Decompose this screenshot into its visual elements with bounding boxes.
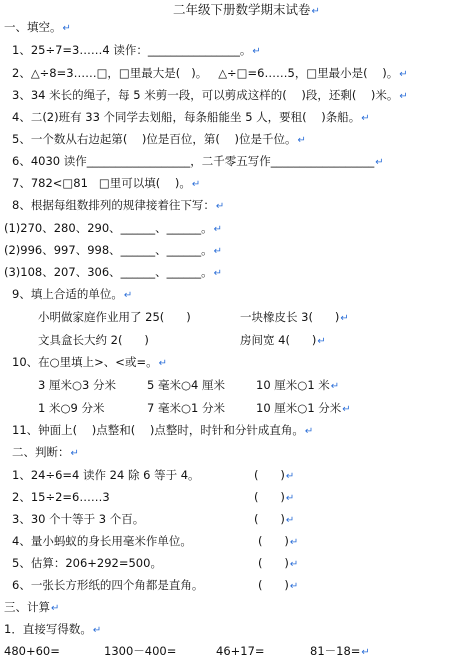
paragraph-mark-icon: ↵ [213,224,223,235]
paragraph-mark-icon: ↵ [289,537,299,548]
question-6: 6、4030 读作__________________，二千零五写作__________________↵ [12,154,384,168]
question-2: 2、△÷8=3……□，□里最大是( )。 △÷□=6……5，□里最小是( )。↵ [12,66,408,80]
judge-6: 6、一张长方形纸的四个角都是直角。 [12,578,204,592]
question-7: 7、782<□81 □里可以填( )。↵ [12,176,201,190]
question-10-a: 3 厘米○3 分米 [38,378,116,392]
question-5: 5、一个数从右边起第( )位是百位，第( )位是千位。↵ [12,132,306,146]
paragraph-mark-icon: ↵ [252,46,261,57]
paragraph-mark-icon: ↵ [297,135,306,146]
question-9-c: 文具盒长大约 2( ) [38,333,149,347]
section-3-heading: 三、计算↵ [4,600,60,614]
question-8: 8、根据每组数排列的规律接着往下写：↵ [12,198,225,212]
paragraph-mark-icon: ↵ [191,179,201,190]
calc-item: 81－18=↵ [310,644,370,658]
page-title: 二年级下册数学期末试卷↵ [173,2,320,17]
paragraph-mark-icon: ↵ [285,515,295,526]
paragraph-mark-icon: ↵ [340,313,349,324]
paragraph-mark-icon: ↵ [215,201,225,212]
paragraph-mark-icon: ↵ [361,113,370,124]
judge-5-answer: ( )↵ [258,556,299,570]
judge-3-answer: ( )↵ [254,512,295,526]
section-3-subheading: 1．直接写得数。↵ [4,622,102,636]
paragraph-mark-icon: ↵ [399,91,408,102]
judge-4: 4、量小蚂蚁的身长用毫米作单位。 [12,534,192,548]
question-10-d: 1 米○9 分米 [38,401,105,415]
paragraph-mark-icon: ↵ [213,268,223,279]
question-9-a: 小明做家庭作业用了 25( ) [38,310,191,324]
paragraph-mark-icon: ↵ [361,647,370,658]
paragraph-mark-icon: ↵ [62,23,71,34]
judge-6-answer: ( )↵ [258,578,299,592]
judge-2: 2、15÷2=6……3 [12,490,110,504]
question-9: 9、填上合适的单位。↵ [12,287,133,301]
paragraph-mark-icon: ↵ [158,358,167,369]
judge-2-answer: ( )↵ [254,490,295,504]
paragraph-mark-icon: ↵ [289,559,299,570]
calc-item: 480+60= [4,644,60,658]
paragraph-mark-icon: ↵ [92,625,102,636]
question-8-2: (2)996、997、998、______、______。↵ [4,243,223,257]
judge-4-answer: ( )↵ [258,534,299,548]
paragraph-mark-icon: ↵ [213,246,223,257]
judge-1: 1、24÷6=4 读作 24 除 6 等于 4。 [12,468,200,482]
section-2-heading: 二、判断：↵ [12,445,79,459]
section-1-heading: 一、填空。↵ [4,20,71,34]
judge-3: 3、30 个十等于 3 个百。 [12,512,145,526]
question-3: 3、34 米长的绳子，每 5 米剪一段，可以剪成这样的( )段，还剩( )米。↵ [12,88,408,102]
paragraph-mark-icon: ↵ [317,336,326,347]
question-10-c: 10 厘米○1 米↵ [256,378,340,392]
question-9-d: 房间宽 4( )↵ [240,333,326,347]
calc-item: 1300－400= [104,644,177,658]
paragraph-mark-icon: ↵ [285,471,295,482]
question-10: 10、在○里填上>、<或=。↵ [12,355,167,369]
paragraph-mark-icon: ↵ [70,448,79,459]
judge-1-answer: ( )↵ [254,468,295,482]
calc-item: 46+17= [216,644,265,658]
question-1: 1、25÷7=3……4 读作：________________。↵ [12,43,261,57]
paragraph-mark-icon: ↵ [330,381,340,392]
question-10-f: 10 厘米○1 分米↵ [256,401,351,415]
paragraph-mark-icon: ↵ [342,404,351,415]
paragraph-mark-icon: ↵ [289,581,299,592]
question-4: 4、二(2)班有 33 个同学去划船，每条船能坐 5 人，要租( )条船。↵ [12,110,370,124]
question-10-e: 7 毫米○1 分米 [147,401,225,415]
question-8-1: (1)270、280、290、______、______。↵ [4,221,223,235]
question-8-3: (3)108、207、306、______、______。↵ [4,265,223,279]
paragraph-mark-icon: ↵ [123,290,133,301]
paragraph-mark-icon: ↵ [285,493,295,504]
paragraph-mark-icon: ↵ [375,157,384,168]
paragraph-mark-icon: ↵ [304,426,314,437]
question-10-b: 5 毫米○4 厘米 [147,378,225,392]
paragraph-mark-icon: ↵ [51,603,60,614]
judge-5: 5、估算：206+292=500。 [12,556,162,570]
question-11: 11、钟面上( )点整和( )点整时，时针和分针成直角。↵ [12,423,314,437]
paragraph-mark-icon: ↵ [311,6,320,17]
question-9-b: 一块橡皮长 3( )↵ [240,310,349,324]
paragraph-mark-icon: ↵ [399,69,408,80]
